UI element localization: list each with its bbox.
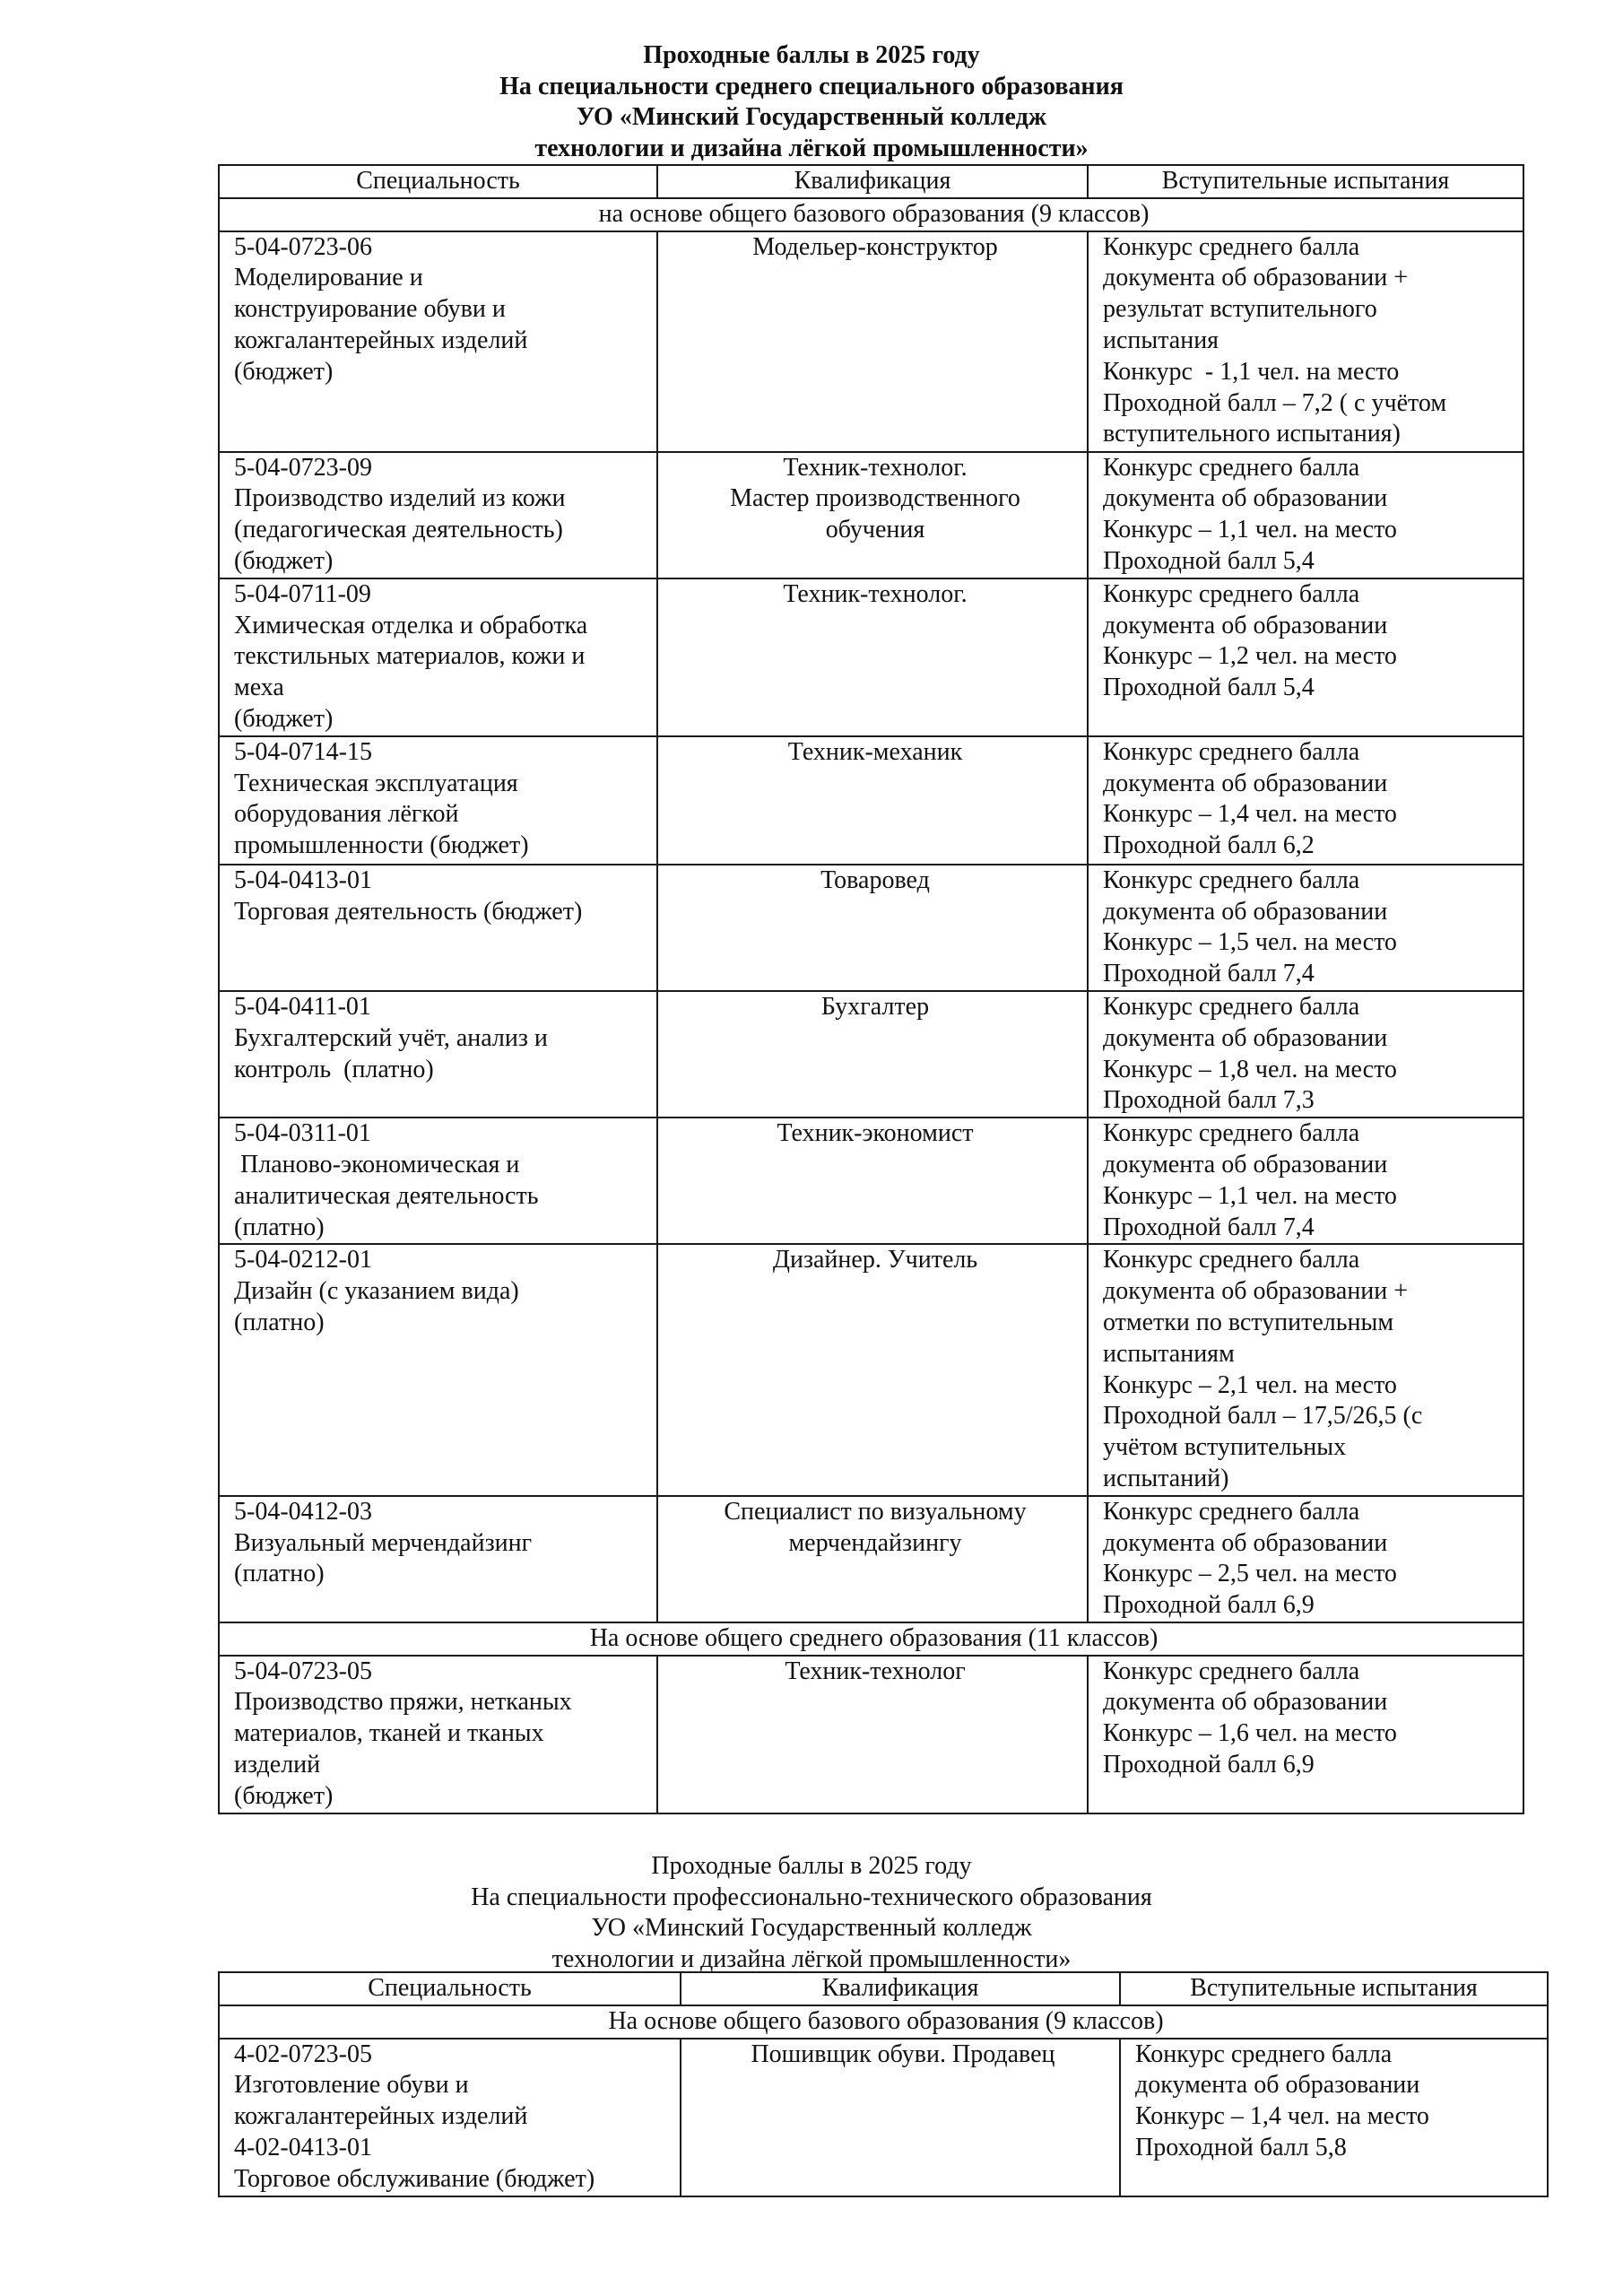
- entrance-exams-cell: [1088, 991, 1523, 1118]
- exam-line: вступительного испытания): [1103, 420, 1401, 448]
- specialty-line: Дизайн (с указанием вида): [234, 1277, 519, 1306]
- exam-line: документа об образовании: [1103, 897, 1388, 926]
- table-row: [219, 1496, 1523, 1622]
- qualification-line: Бухгалтер: [820, 992, 930, 1021]
- qualification-cell: [657, 1244, 1088, 1495]
- exam-line: документа об образовании +: [1103, 264, 1409, 292]
- specialty-line: Техническая эксплуатация: [234, 769, 518, 797]
- entrance-exams-cell: [1088, 578, 1523, 736]
- exam-line: Проходной балл – 7,2 ( с учётом: [1103, 388, 1447, 417]
- specialty-line: (платно): [234, 1213, 325, 1241]
- qualification-line: Техник-технолог: [785, 1657, 966, 1685]
- exam-line: испытаний): [1103, 1464, 1229, 1492]
- exam-line: Проходной балл 6,9: [1103, 1591, 1315, 1620]
- exam-line: Конкурс среднего балла: [1103, 1246, 1360, 1274]
- exam-line: Конкурс – 1,4 чел. на место: [1103, 800, 1397, 829]
- specialty-line: 4-02-0413-01: [234, 2133, 372, 2161]
- exam-line: Проходной балл 6,9: [1103, 1751, 1315, 1779]
- specialty-line: 5-04-0411-01: [234, 992, 371, 1021]
- qualification-line: Пошивщик обуви. Продавец: [751, 2039, 1055, 2068]
- exam-line: Конкурс – 1,6 чел. на место: [1103, 1719, 1397, 1748]
- specialty-line: Изготовление обуви и: [234, 2071, 469, 2100]
- table-row: [219, 1656, 1523, 1813]
- group-row: [219, 1622, 1523, 1656]
- exam-line: документа об образовании: [1103, 1023, 1388, 1052]
- exam-line: отметки по вступительным: [1103, 1308, 1394, 1336]
- exam-line: испытания: [1103, 326, 1219, 354]
- qualification-cell: [657, 452, 1088, 578]
- table-row: [219, 2039, 1548, 2196]
- table-header-row: [219, 165, 1523, 198]
- header-specialty: Специальность: [219, 165, 657, 198]
- exam-line: Конкурс среднего балла: [1103, 865, 1360, 894]
- specialty-line: Торговая деятельность (бюджет): [234, 897, 583, 926]
- exam-line: Конкурс среднего балла: [1135, 2039, 1393, 2068]
- entrance-exams-cell: [1088, 1656, 1523, 1813]
- specialty-line: Химическая отделка и обработка: [234, 611, 588, 639]
- exam-line: Проходной балл 7,4: [1103, 960, 1315, 988]
- qualification-line: Дизайнер. Учитель: [772, 1246, 978, 1274]
- qualification-cell: [657, 991, 1088, 1118]
- specialty-line: Производство изделий из кожи: [234, 484, 566, 513]
- qualification-cell: [657, 1496, 1088, 1622]
- entrance-exams-cell: [1088, 865, 1523, 991]
- table-body: [219, 2005, 1548, 2196]
- specialty-line: (бюджет): [234, 546, 334, 575]
- entrance-exams-cell: [1120, 2039, 1548, 2196]
- qualification-line: Мастер производственного: [730, 484, 1020, 513]
- exam-line: Конкурс среднего балла: [1103, 232, 1360, 261]
- specialty-line: контроль (платно): [234, 1055, 434, 1083]
- group-row: [219, 2005, 1548, 2039]
- specialty-cell: [219, 736, 657, 865]
- qualification-line: Техник-экономист: [777, 1119, 974, 1148]
- table-row: [219, 452, 1523, 578]
- specialty-line: (бюджет): [234, 1781, 334, 1810]
- title-line: Проходные баллы в 2025 году: [643, 41, 980, 69]
- table-header-row: [219, 1972, 1548, 2005]
- entrance-exams-cell: [1088, 1496, 1523, 1622]
- specialty-line: 5-04-0212-01: [234, 1246, 372, 1274]
- exam-line: Конкурс среднего балла: [1103, 992, 1360, 1021]
- exam-line: Конкурс среднего балла: [1103, 453, 1360, 482]
- specialty-line: 4-02-0723-05: [234, 2039, 372, 2068]
- entrance-exams-cell: [1088, 231, 1523, 452]
- header-qualification: Квалификация: [657, 165, 1088, 198]
- qualification-cell: [657, 1118, 1088, 1244]
- specialty-line: (бюджет): [234, 704, 334, 733]
- specialty-cell: [219, 452, 657, 578]
- entrance-exams-cell: [1088, 736, 1523, 865]
- title-line: На специальности профессионально-технического образования: [471, 1883, 1152, 1911]
- exam-line: документа об образовании +: [1103, 1277, 1409, 1306]
- table-row: [219, 1244, 1523, 1495]
- admission-table-secondary-specialized: [218, 164, 1524, 1814]
- qualification-line: Модельер-конструктор: [752, 232, 998, 261]
- exam-line: Проходной балл 7,4: [1103, 1213, 1315, 1241]
- exam-line: Конкурс среднего балла: [1103, 737, 1360, 766]
- header-specialty: Специальность: [219, 1972, 681, 2005]
- table-body: [219, 198, 1523, 1813]
- exam-line: документа об образовании: [1135, 2071, 1420, 2100]
- table-row: [219, 991, 1523, 1118]
- specialty-line: изделий: [234, 1751, 321, 1779]
- title-line: УО «Минский Государственный колледж: [591, 1914, 1032, 1942]
- exam-line: Конкурс – 2,5 чел. на место: [1103, 1560, 1397, 1588]
- specialty-cell: [219, 1118, 657, 1244]
- education-level-label: На основе общего среднего образования (11 классов): [219, 1622, 1523, 1656]
- title-line: УО «Минский Государственный колледж: [576, 103, 1047, 131]
- exam-line: Конкурс – 1,1 чел. на место: [1103, 516, 1397, 544]
- qualification-cell: [657, 231, 1088, 452]
- exam-line: Проходной балл 5,4: [1103, 674, 1315, 702]
- exam-line: результат вступительного: [1103, 295, 1377, 324]
- specialty-line: 5-04-0723-06: [234, 232, 372, 261]
- specialty-line: Планово-экономическая и: [234, 1150, 520, 1178]
- exam-line: Конкурс - 1,1 чел. на место: [1103, 357, 1400, 386]
- table-row: [219, 1118, 1523, 1244]
- specialty-line: промышленности (бюджет): [234, 831, 529, 860]
- exam-line: документа об образовании: [1103, 611, 1388, 639]
- exam-line: Конкурс – 1,1 чел. на место: [1103, 1181, 1397, 1210]
- exam-line: Конкурс среднего балла: [1103, 579, 1360, 608]
- entrance-exams-cell: [1088, 1244, 1523, 1495]
- title-line: Проходные баллы в 2025 году: [651, 1852, 972, 1880]
- qualification-cell: [681, 2039, 1120, 2196]
- specialty-line: Торговое обслуживание (бюджет): [234, 2164, 595, 2193]
- header-entrance-exams: Вступительные испытания: [1088, 165, 1523, 198]
- education-level-label: на основе общего базового образования (9 классов): [219, 198, 1523, 231]
- exam-line: Конкурс – 1,4 чел. на место: [1135, 2102, 1429, 2131]
- exam-line: учётом вступительных: [1103, 1433, 1347, 1462]
- table-row: [219, 231, 1523, 452]
- qualification-line: Специалист по визуальному: [724, 1497, 1027, 1526]
- specialty-line: кожгалантерейных изделий: [234, 326, 528, 354]
- specialty-line: меха: [234, 674, 284, 702]
- exam-line: испытаниям: [1103, 1339, 1235, 1368]
- specialty-line: Производство пряжи, нетканых: [234, 1688, 572, 1717]
- specialty-line: аналитическая деятельность: [234, 1181, 539, 1210]
- specialty-cell: [219, 991, 657, 1118]
- education-level-label: На основе общего базового образования (9 классов): [219, 2005, 1548, 2039]
- specialty-line: (бюджет): [234, 357, 334, 386]
- specialty-line: Визуальный мерчендайзинг: [234, 1528, 533, 1557]
- specialty-line: 5-04-0311-01: [234, 1119, 371, 1148]
- qualification-cell: [657, 578, 1088, 736]
- section2-title: [0, 1851, 1623, 1975]
- specialty-cell: [219, 231, 657, 452]
- title-line: На специальности среднего специального образования: [499, 72, 1124, 100]
- section1-title: [0, 40, 1623, 164]
- entrance-exams-cell: [1088, 1118, 1523, 1244]
- specialty-cell: [219, 1656, 657, 1813]
- exam-line: Конкурс – 2,1 чел. на место: [1103, 1370, 1397, 1399]
- table-row: [219, 865, 1523, 991]
- exam-line: Конкурс – 1,2 чел. на место: [1103, 642, 1397, 671]
- title-line: технологии и дизайна лёгкой промышленности»: [551, 1944, 1072, 1973]
- exam-line: документа об образовании: [1103, 1688, 1388, 1717]
- specialty-cell: [219, 578, 657, 736]
- group-row: [219, 198, 1523, 231]
- specialty-cell: [219, 1496, 657, 1622]
- qualification-cell: [657, 1656, 1088, 1813]
- specialty-line: 5-04-0723-09: [234, 453, 372, 482]
- specialty-line: 5-04-0412-03: [234, 1497, 372, 1526]
- qualification-line: Товаровед: [820, 865, 930, 894]
- specialty-line: кожгалантерейных изделий: [234, 2102, 528, 2131]
- specialty-line: 5-04-0413-01: [234, 865, 372, 894]
- specialty-line: 5-04-0711-09: [234, 579, 371, 608]
- exam-line: Конкурс среднего балла: [1103, 1119, 1360, 1148]
- exam-line: Конкурс среднего балла: [1103, 1657, 1360, 1685]
- exam-line: Конкурс – 1,5 чел. на место: [1103, 928, 1397, 957]
- specialty-line: 5-04-0723-05: [234, 1657, 372, 1685]
- exam-line: Проходной балл 6,2: [1103, 831, 1315, 860]
- table-row: [219, 578, 1523, 736]
- qualification-line: мерчендайзингу: [788, 1528, 962, 1557]
- exam-line: документа об образовании: [1103, 484, 1388, 513]
- specialty-line: конструирование обуви и: [234, 295, 506, 324]
- exam-line: Проходной балл – 17,5/26,5 (с: [1103, 1402, 1423, 1431]
- admission-table-vocational: [218, 1971, 1549, 2197]
- exam-line: документа об образовании: [1103, 769, 1388, 797]
- qualification-cell: [657, 865, 1088, 991]
- qualification-line: Техник-технолог.: [783, 579, 968, 608]
- specialty-line: Моделирование и: [234, 264, 423, 292]
- specialty-line: 5-04-0714-15: [234, 737, 372, 766]
- header-entrance-exams: Вступительные испытания: [1120, 1972, 1548, 2005]
- qualification-line: Техник-технолог.: [783, 453, 968, 482]
- specialty-line: (педагогическая деятельность): [234, 516, 563, 544]
- qualification-line: обучения: [825, 516, 925, 544]
- qualification-line: Техник-механик: [787, 737, 963, 766]
- specialty-cell: [219, 2039, 681, 2196]
- specialty-line: материалов, тканей и тканых: [234, 1719, 544, 1748]
- specialty-line: текстильных материалов, кожи и: [234, 642, 586, 671]
- qualification-cell: [657, 736, 1088, 865]
- table-row: [219, 736, 1523, 865]
- exam-line: Конкурс среднего балла: [1103, 1497, 1360, 1526]
- specialty-line: (платно): [234, 1308, 325, 1336]
- exam-line: Проходной балл 7,3: [1103, 1086, 1315, 1115]
- exam-line: документа об образовании: [1103, 1528, 1388, 1557]
- specialty-line: Бухгалтерский учёт, анализ и: [234, 1023, 548, 1052]
- header-qualification: Квалификация: [681, 1972, 1120, 2005]
- specialty-line: (платно): [234, 1560, 325, 1588]
- entrance-exams-cell: [1088, 452, 1523, 578]
- specialty-cell: [219, 1244, 657, 1495]
- exam-line: Проходной балл 5,4: [1103, 546, 1315, 575]
- title-line: технологии и дизайна лёгкой промышленности»: [534, 134, 1089, 162]
- specialty-line: оборудования лёгкой: [234, 800, 459, 829]
- exam-line: Конкурс – 1,8 чел. на место: [1103, 1055, 1397, 1083]
- exam-line: Проходной балл 5,8: [1135, 2133, 1347, 2161]
- specialty-cell: [219, 865, 657, 991]
- exam-line: документа об образовании: [1103, 1150, 1388, 1178]
